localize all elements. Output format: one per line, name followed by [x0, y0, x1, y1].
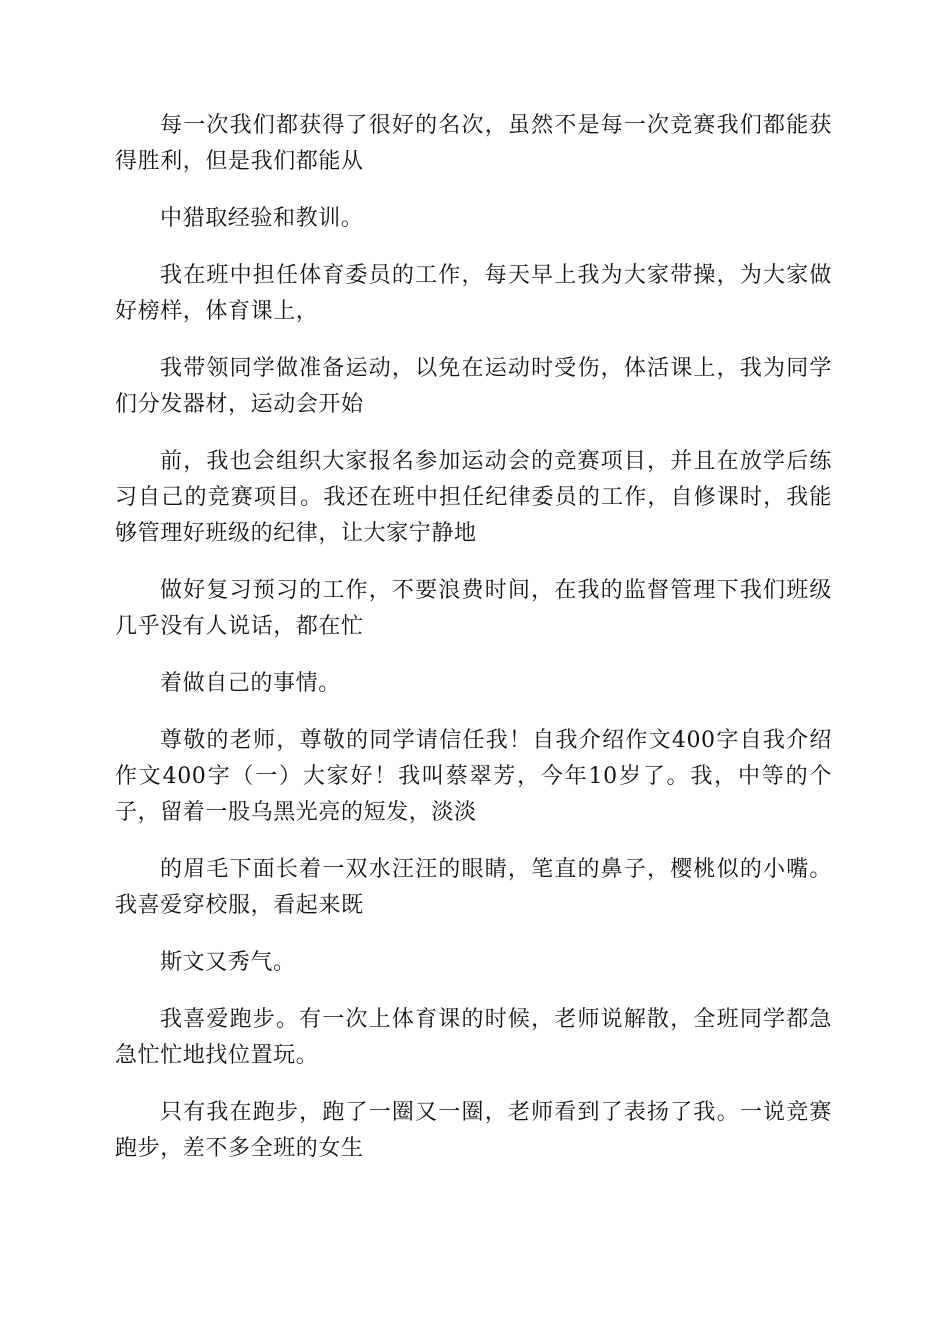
paragraph-12: 只有我在跑步，跑了一圈又一圈，老师看到了表扬了我。一说竞赛跑步，差不多全班的女生 — [115, 1100, 832, 1161]
paragraph-6: 做好复习预习的工作，不要浪费时间，在我的监督管理下我们班级几乎没有人说话，都在忙 — [115, 578, 832, 639]
paragraph-2: 中猎取经验和教训。 — [160, 206, 364, 231]
paragraph-10: 斯文又秀气。 — [160, 950, 296, 975]
paragraph-11: 我喜爱跑步。有一次上体育课的时候，老师说解散，全班同学都急急忙忙地找位置玩。 — [115, 1007, 832, 1068]
paragraph-8: 尊敬的老师，尊敬的同学请信任我！自我介绍作文400字自我介绍作文400字（一）大家好！我叫蔡翠芳，今年10岁了。我，中等的个子，留着一股乌黑光亮的短发，淡淡 — [115, 728, 832, 825]
paragraph-4: 我带领同学做准备运动，以免在运动时受伤，体活课上，我为同学们分发器材，运动会开始 — [115, 356, 832, 417]
paragraph-1: 每一次我们都获得了很好的名次，虽然不是每一次竞赛我们都能获得胜利，但是我们都能从 — [115, 113, 832, 174]
paragraph-3: 我在班中担任体育委员的工作，每天早上我为大家带操，为大家做好榜样，体育课上， — [115, 263, 832, 324]
paragraph-9: 的眉毛下面长着一双水汪汪的眼睛，笔直的鼻子，樱桃似的小嘴。我喜爱穿校服，看起来既 — [115, 857, 832, 918]
document-body — [115, 108, 832, 1188]
paragraph-7: 着做自己的事情。 — [160, 671, 341, 696]
paragraph-5: 前，我也会组织大家报名参加运动会的竞赛项目，并且在放学后练习自己的竞赛项目。我还在班中担任纪律委员的工作，自修课时，我能够管理好班级的纪律，让大家宁静地 — [115, 449, 832, 546]
